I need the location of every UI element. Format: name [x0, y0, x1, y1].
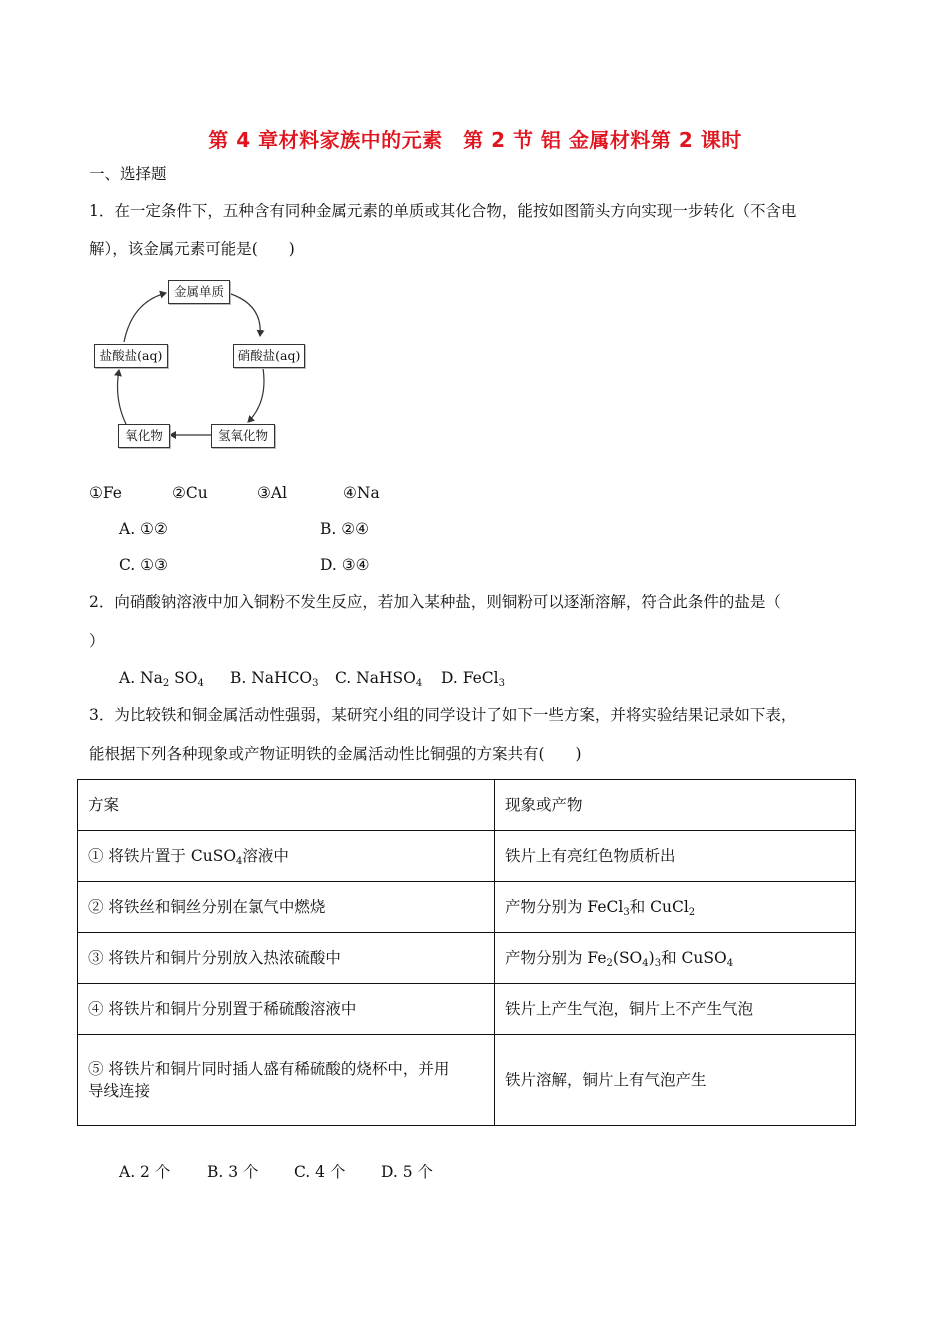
table-cell-result: 产物分别为 $Fe_2(SO_4)_3$和 CuSO$_4$ — [495, 933, 856, 984]
table-row — [78, 1035, 856, 1126]
q2-option-a[interactable]: A. $Na_2$ $SO_4$ — [119, 669, 204, 689]
q1-conversion-diagram — [88, 274, 318, 456]
q3-option-d[interactable]: D. 5 个 — [381, 1163, 434, 1181]
table-cell-result: 产物分别为 FeCl$_3$和 CuCl$_2$ — [495, 882, 856, 933]
q3-results-table — [77, 779, 856, 1126]
arrow-top-to-right — [228, 293, 260, 336]
arrow-left-to-top — [124, 293, 166, 342]
page-title: 第 4 章材料家族中的元素 第 2 节 铝 金属材料第 2 课时 — [208, 128, 742, 152]
table-cell-plan: ① 将铁片置于 CuSO$_4$溶液中 — [78, 831, 495, 882]
table-row — [78, 882, 856, 933]
diagram-node-hydroxide: 氢氧化物 — [211, 424, 275, 448]
q1-text-line2: 解），该金属元素可能是( ) — [89, 240, 295, 258]
q2-text-line2: ） — [89, 632, 105, 650]
q3-text-line1: 3．为比较铁和铜金属活动性强弱，某研究小组的同学设计了如下一些方案，并将实验结果记录如下表， — [89, 706, 797, 724]
arrow-bottom-left-to-left — [118, 370, 126, 424]
q1-option-a[interactable]: A. ①② — [119, 520, 168, 538]
q1-option-b[interactable]: B. ②④ — [320, 520, 370, 538]
section-heading: 一、选择题 — [89, 165, 167, 183]
q1-item-1: ①Fe — [89, 484, 122, 502]
q1-text-line1: 1．在一定条件下，五种含有同种金属元素的单质或其化合物，能按如图箭头方向实现一步转化（不含电 — [89, 202, 797, 220]
q1-item-2: ②Cu — [172, 484, 208, 502]
diagram-node-nitrate: 硝酸盐(aq) — [233, 344, 305, 368]
q3-option-c[interactable]: C. 4 个 — [294, 1163, 346, 1181]
q1-item-3: ③Al — [257, 484, 288, 502]
table-cell-result: 铁片上产生气泡，铜片上不产生气泡 — [495, 984, 856, 1035]
table-cell-result: 铁片上有亮红色物质析出 — [495, 831, 856, 882]
diagram-node-metal: 金属单质 — [168, 280, 230, 304]
table-cell-plan: ④ 将铁片和铜片分别置于稀硫酸溶液中 — [78, 984, 495, 1035]
table-row — [78, 933, 856, 984]
table-cell-result: 铁片溶解，铜片上有气泡产生 — [495, 1035, 856, 1126]
q3-option-b[interactable]: B. 3 个 — [207, 1163, 259, 1181]
q2-option-d[interactable]: D. FeCl$_3$ — [441, 669, 506, 689]
table-row — [78, 831, 856, 882]
q1-option-c[interactable]: C. ①③ — [119, 556, 168, 574]
arrow-right-to-bottom-right — [248, 368, 264, 422]
table-cell-plan: ③ 将铁片和铜片分别放入热浓硫酸中 — [78, 933, 495, 984]
diagram-node-oxide: 氧化物 — [118, 424, 170, 448]
q2-text-line1: 2．向硝酸钠溶液中加入铜粉不发生反应，若加入某种盐，则铜粉可以逐渐溶解，符合此条件的盐是（ — [89, 593, 781, 611]
table-header-row — [78, 780, 856, 831]
q1-option-d[interactable]: D. ③④ — [320, 556, 370, 574]
table-header-plan: 方案 — [78, 780, 495, 831]
table-header-result: 现象或产物 — [495, 780, 856, 831]
table-row — [78, 984, 856, 1035]
table-cell-plan: ② 将铁丝和铜丝分别在氯气中燃烧 — [78, 882, 495, 933]
q2-option-b[interactable]: B. NaHCO$_3$ — [230, 669, 319, 689]
q2-option-c[interactable]: C. NaHSO$_4$ — [335, 669, 423, 689]
q3-option-a[interactable]: A. 2 个 — [119, 1163, 171, 1181]
q3-text-line2: 能根据下列各种现象或产物证明铁的金属活动性比铜强的方案共有( ) — [89, 745, 582, 763]
table-cell-plan: ⑤ 将铁片和铜片同时插人盛有稀硫酸的烧杯中，并用 导线连接 — [78, 1035, 495, 1126]
q1-item-4: ④Na — [343, 484, 380, 502]
diagram-node-chloride: 盐酸盐(aq) — [94, 344, 168, 368]
